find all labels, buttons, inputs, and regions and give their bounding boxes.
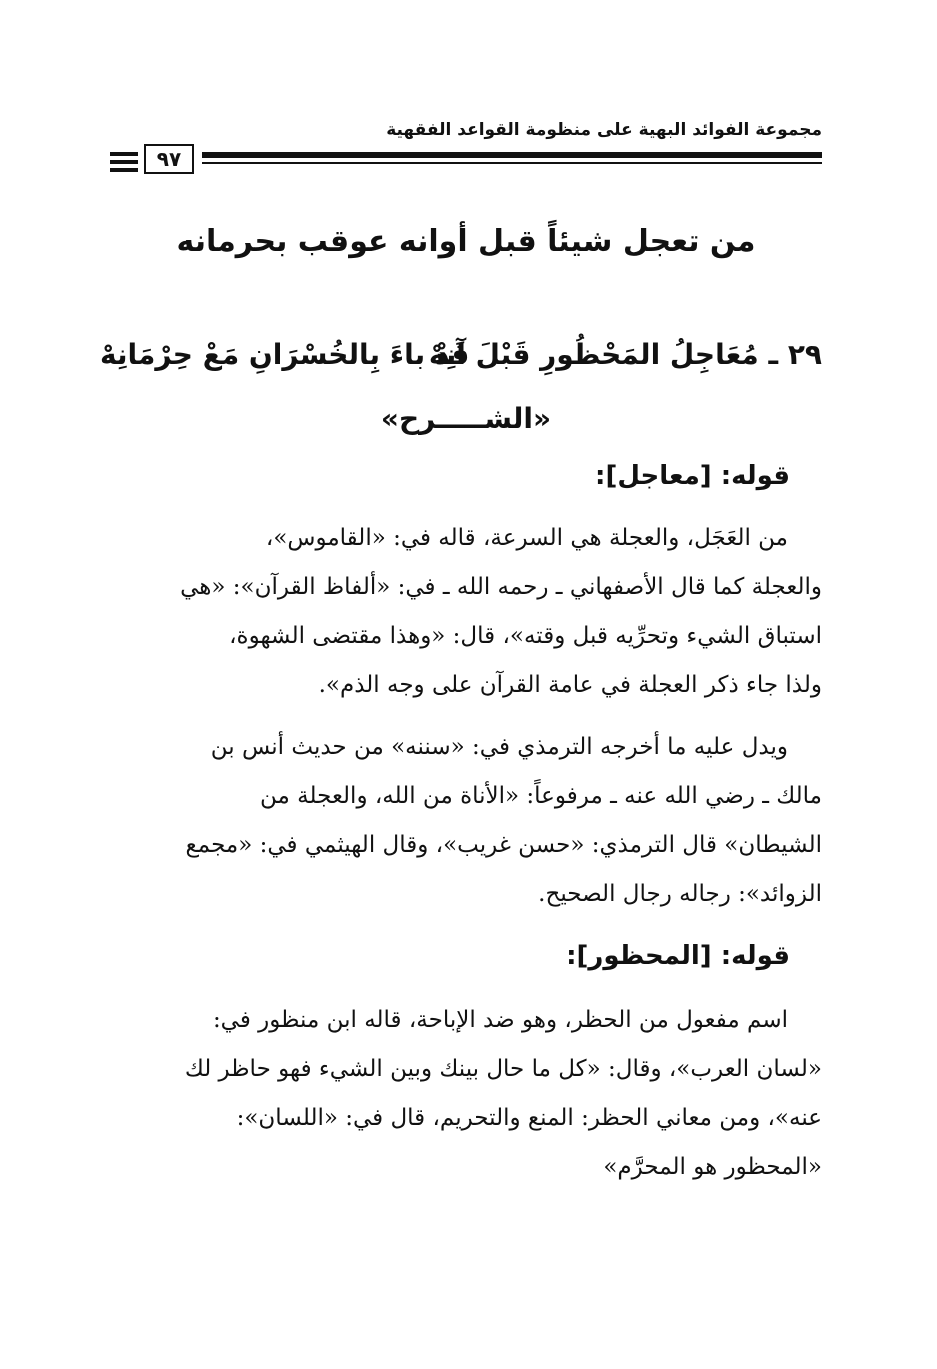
paragraph-line: ويدل عليه ما أخرجه الترمذي في: «سننه» من حديث أنس بن bbox=[210, 734, 788, 760]
verse-second-hemistich: قَدْ باءَ بِالخُسْرَانِ مَعْ حِرْمَانِهْ bbox=[100, 338, 470, 371]
paragraph-line: استباق الشيء وتحرِّيه قبل وقته»، قال: «وهذا مقتضى الشهوة، bbox=[229, 623, 822, 649]
paragraph-line: من العَجَل، والعجلة هي السرعة، قاله في: «القاموس»، bbox=[265, 525, 788, 551]
page-number: ٩٧ bbox=[144, 144, 194, 174]
header-ornament-bars bbox=[110, 152, 138, 176]
paragraph-ajala bbox=[108, 514, 822, 710]
paragraph-line: الزوائد»: رجاله رجال الصحيح. bbox=[538, 881, 822, 907]
chapter-title: من تعجل شيئاً قبل أوانه عوقب بحرمانه bbox=[176, 224, 756, 259]
sharh-label: «الشـــــرح» bbox=[380, 402, 552, 435]
paragraph-line: الشيطان» قال الترمذي: «حسن غريب»، وقال الهيثمي في: «مجمع bbox=[185, 832, 822, 858]
paragraph-line: مالك ـ رضي الله عنه ـ مرفوعاً: «الأناة من الله، والعجلة من bbox=[260, 783, 822, 809]
section-heading-muajil: قوله: [معاجل]: bbox=[595, 461, 790, 491]
paragraph-line: عنه»، ومن معاني الحظر: المنع والتحريم، قال في: «اللسان»: bbox=[236, 1105, 822, 1131]
paragraph-line: «لسان العرب»، وقال: «كل ما حال بينك وبين الشيء فهو حاظر لك bbox=[184, 1056, 822, 1082]
running-title: مجموعة الفوائد البهية على منظومة القواعد الفقهية bbox=[386, 120, 822, 140]
paragraph-line: والعجلة كما قال الأصفهاني ـ رحمه الله ـ في: «ألفاظ القرآن»: «هي bbox=[180, 574, 822, 600]
paragraph-line: ولذا جاء ذكر العجلة في عامة القرآن على وجه الذم». bbox=[318, 672, 822, 698]
header-rule-thick bbox=[202, 152, 822, 158]
paragraph-line: «المحظور هو المحرَّم» bbox=[603, 1154, 822, 1180]
paragraph-hazr bbox=[108, 996, 822, 1192]
paragraph-tirmidhi bbox=[108, 723, 822, 919]
header-rule-thin bbox=[202, 162, 822, 164]
section-heading-mahzur: قوله: [المحظور]: bbox=[566, 941, 790, 971]
verse-first-hemistich: ٢٩ ـ مُعَاجِلُ المَحْظُورِ قَبْلَ آنِهْ bbox=[428, 338, 822, 371]
paragraph-line: اسم مفعول من الحظر، وهو ضد الإباحة، قاله ابن منظور في: bbox=[212, 1007, 788, 1033]
page-header bbox=[110, 112, 822, 182]
